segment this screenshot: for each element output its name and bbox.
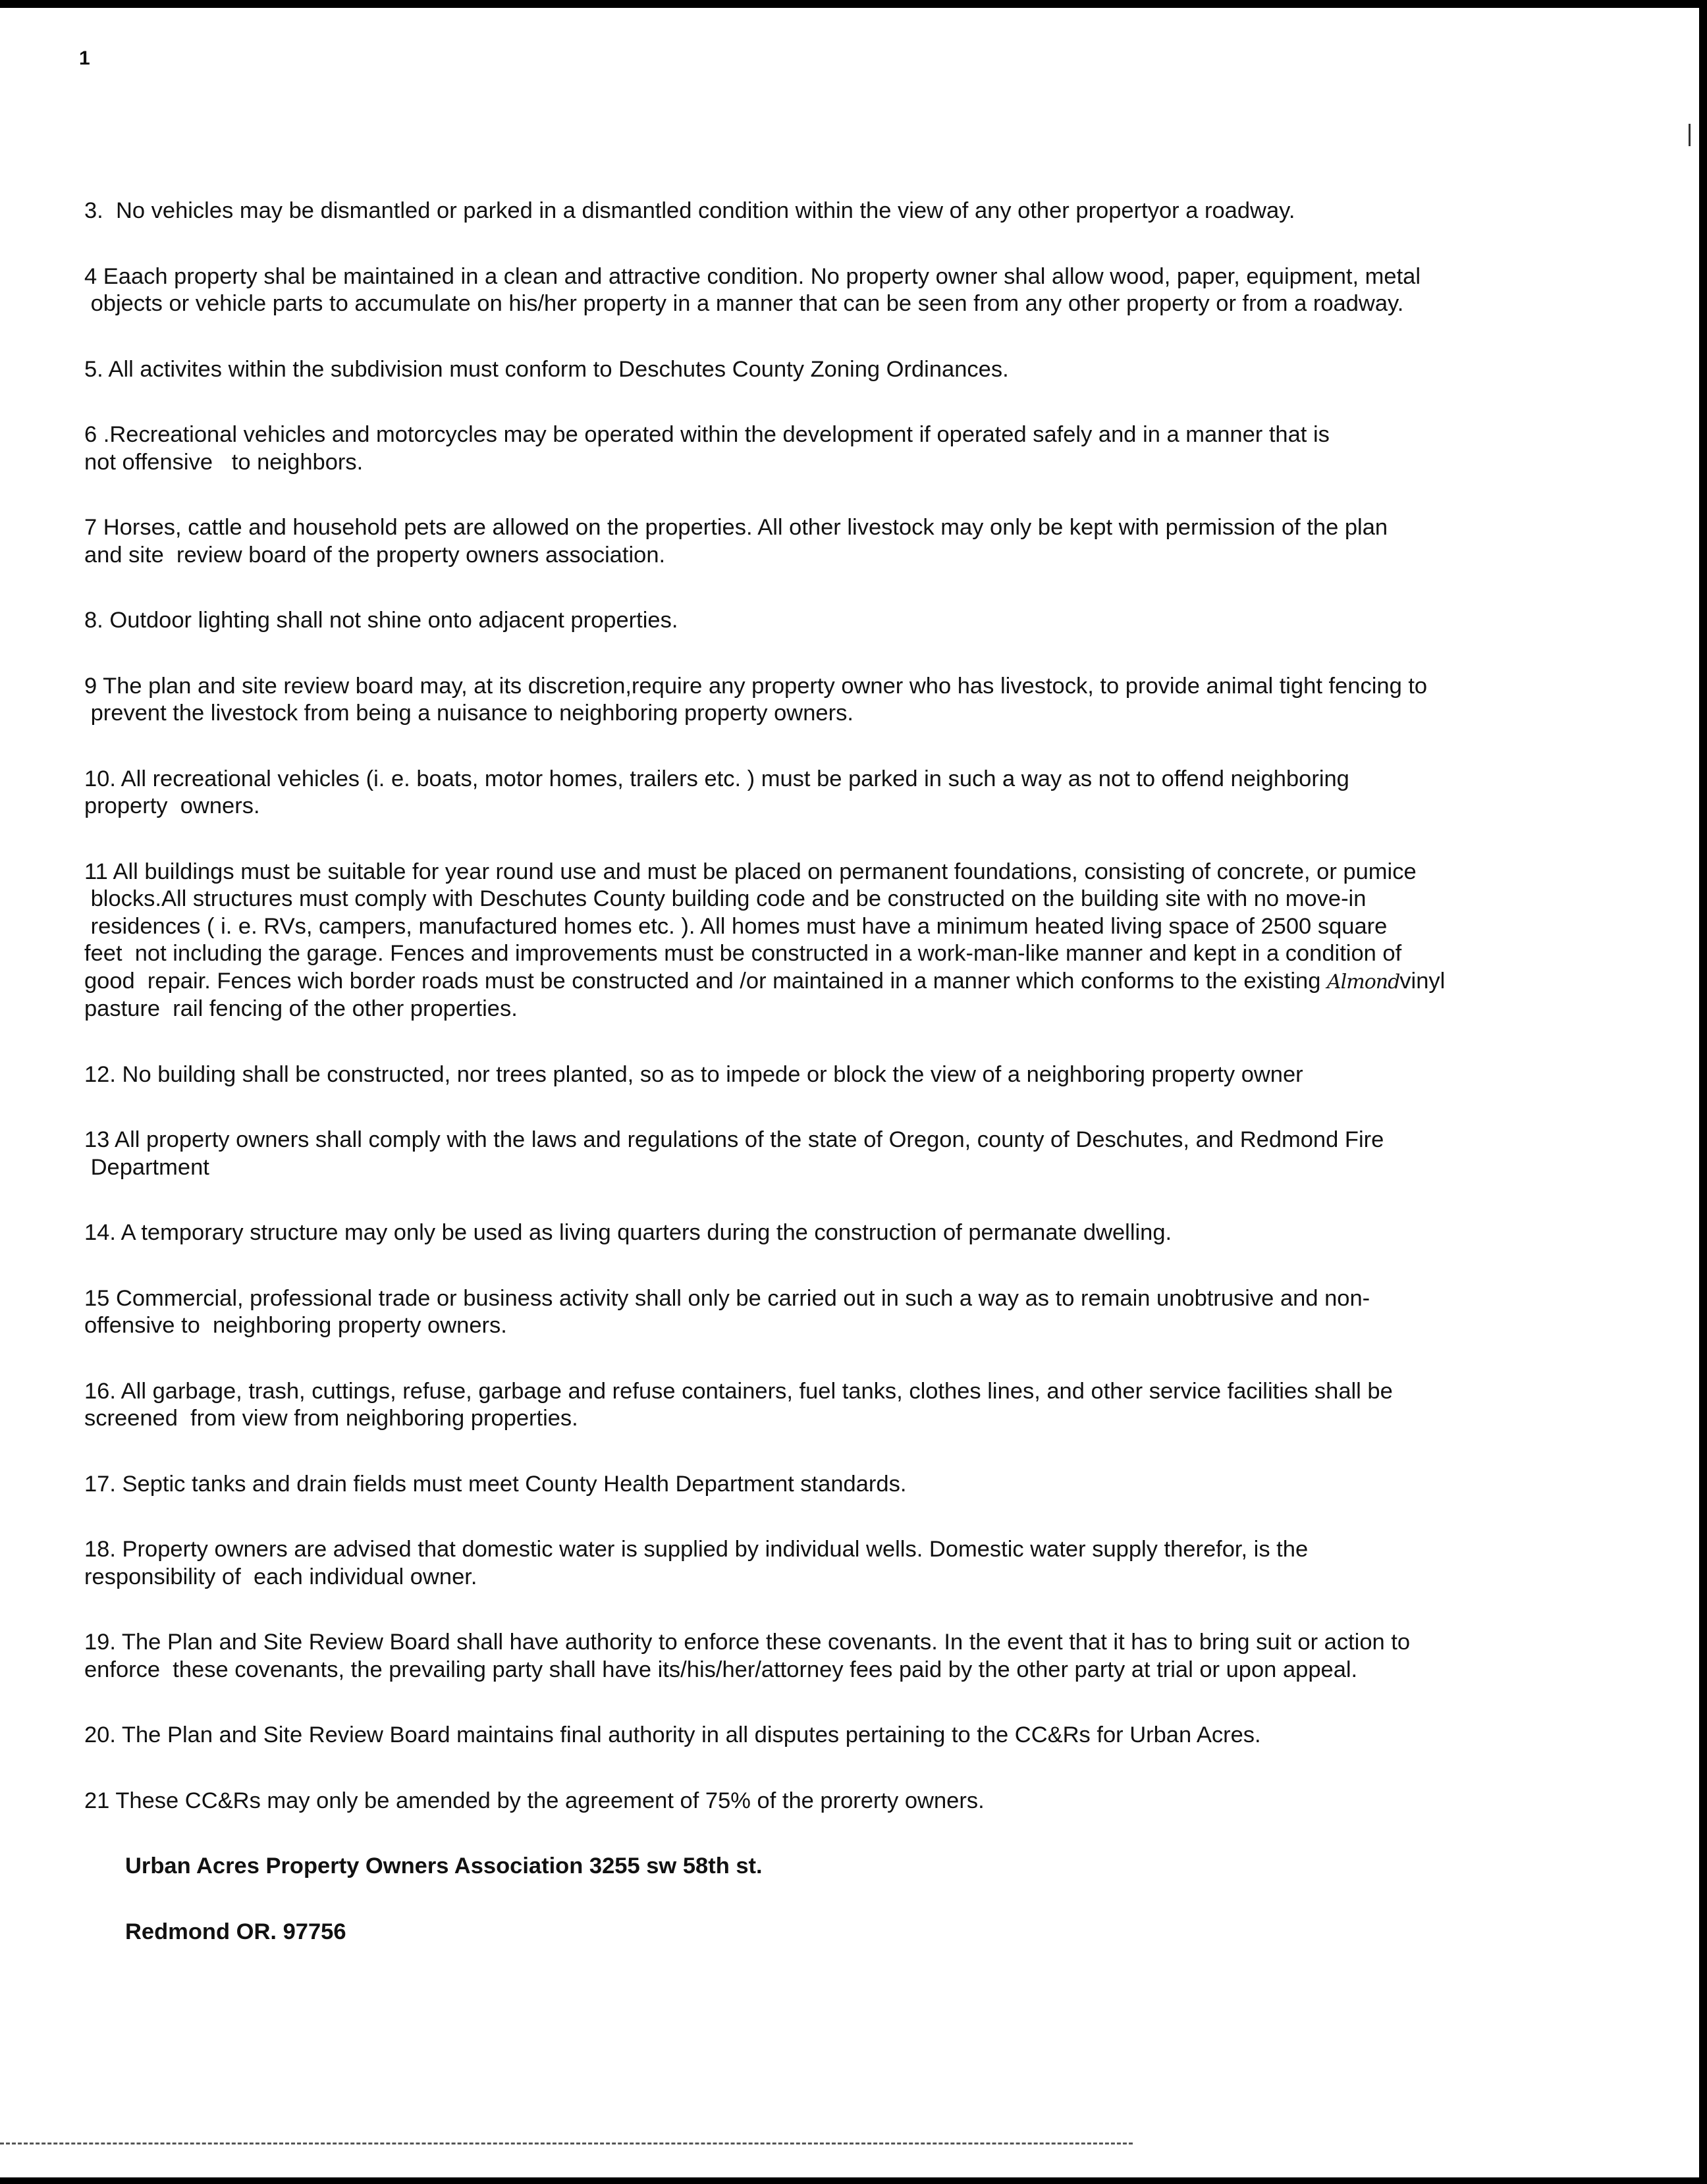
clause-5: 5. All activites within the subdivision must conform to Deschutes County Zoning Ordinances. [84,356,1009,382]
handwritten-insert: Almond [1327,970,1400,994]
clause-3: 3. No vehicles may be dismantled or parked in a dismantled condition within the view of any other propertyor a roadway. [84,198,1295,223]
clause-12: 12. No building shall be constructed, nor trees planted, so as to impede or block the view of a neighboring property owner [84,1061,1303,1087]
clause-20: 20. The Plan and Site Review Board maintains final authority in all disputes pertaining to the CC&Rs for Urban Acres. [84,1722,1261,1747]
clause-15: 15 Commercial, professional trade or business activity shall only be carried out in such a way as to remain unobtrusive and non- offensive to neighboring property owners. [84,1285,1370,1338]
clause-17: 17. Septic tanks and drain fields must meet County Health Department standards. [84,1471,907,1497]
clause-4: 4 Eaach property shal be maintained in a clean and attractive condition. No property owner shal allow wood, paper, equipment, metal objects or vehicle parts to accumulate on his/her property in a manner that can be seen from any other property or from a roadway. [84,263,1421,316]
covenants-body [84,198,1566,1946]
clause-16: 16. All garbage, trash, cuttings, refuse, garbage and refuse containers, fuel tanks, clothes lines, and other service facilities shall be screened from view from neighboring properties. [84,1378,1393,1431]
association-city: Redmond OR. 97756 [125,1919,346,1944]
clause-18: 18. Property owners are advised that domestic water is supplied by individual wells. Domestic water supply therefor, is the responsibility of each individual owner. [84,1537,1309,1589]
header-mark: 1 [79,47,117,69]
clause-7: 7 Horses, cattle and household pets are allowed on the properties. All other livestock may only be kept with permission of the plan and site review board of the property owners association. [84,515,1388,568]
clause-8: 8. Outdoor lighting shall not shine onto adjacent properties. [84,608,678,633]
clause-13: 13 All property owners shall comply with the laws and regulations of the state of Oregon, county of Deschutes, and Redmond Fire Department [84,1127,1384,1180]
clause-10: 10. All recreational vehicles (i. e. boats, motor homes, trailers etc. ) must be parked in such a way as not to offend neighboring property owners. [84,766,1349,818]
clause-6: 6 .Recreational vehicles and motorcycles may be operated within the development if operated safely and in a manner that is not offensive to neighbors. [84,422,1330,475]
clause-11-text: 11 All buildings must be suitable for year round use and must be placed on permanent foundations, consisting of concrete, or pumice blocks.All structures must comply with Deschutes County building code and be constructed on the building site with no move-in residences ( i. e. RVs, campers, manufactured homes etc. ). All homes must have a minimum heated living space of 2500 square feet not including the garage. Fences and improvements must be constructed in a work-man-like manner and kept in a condition of good repair. Fences wich border roads must be constructed and /or maintained in a manner which conforms to the existing [84,859,1417,994]
clause-19: 19. The Plan and Site Review Board shall have authority to enforce these covenants. In the event that it has to bring suit or action to enforce these covenants, the prevailing party shall have its/his/her/attorney fees paid by the other party at trial or upon appeal. [84,1630,1411,1682]
clause-11 [84,859,1566,1023]
clause-9: 9 The plan and site review board may, at its discretion,require any property owner who has livestock, to provide animal tight fencing to prevent the livestock from being a nuisance to neighboring property owners. [84,673,1428,726]
clause-11-text-after: vinyl pasture rail fencing of the other properties. [84,968,1446,1021]
clause-14: 14. A temporary structure may only be used as living quarters during the construction of permanate dwelling. [84,1220,1172,1245]
clause-21: 21 These CC&Rs may only be amended by the agreement of 75% of the prorerty owners. [84,1788,985,1813]
bottom-scan-line [0,2143,1133,2144]
margin-tick [1689,124,1691,146]
association-name: Urban Acres Property Owners Association 3255 sw 58th st. [125,1853,763,1878]
